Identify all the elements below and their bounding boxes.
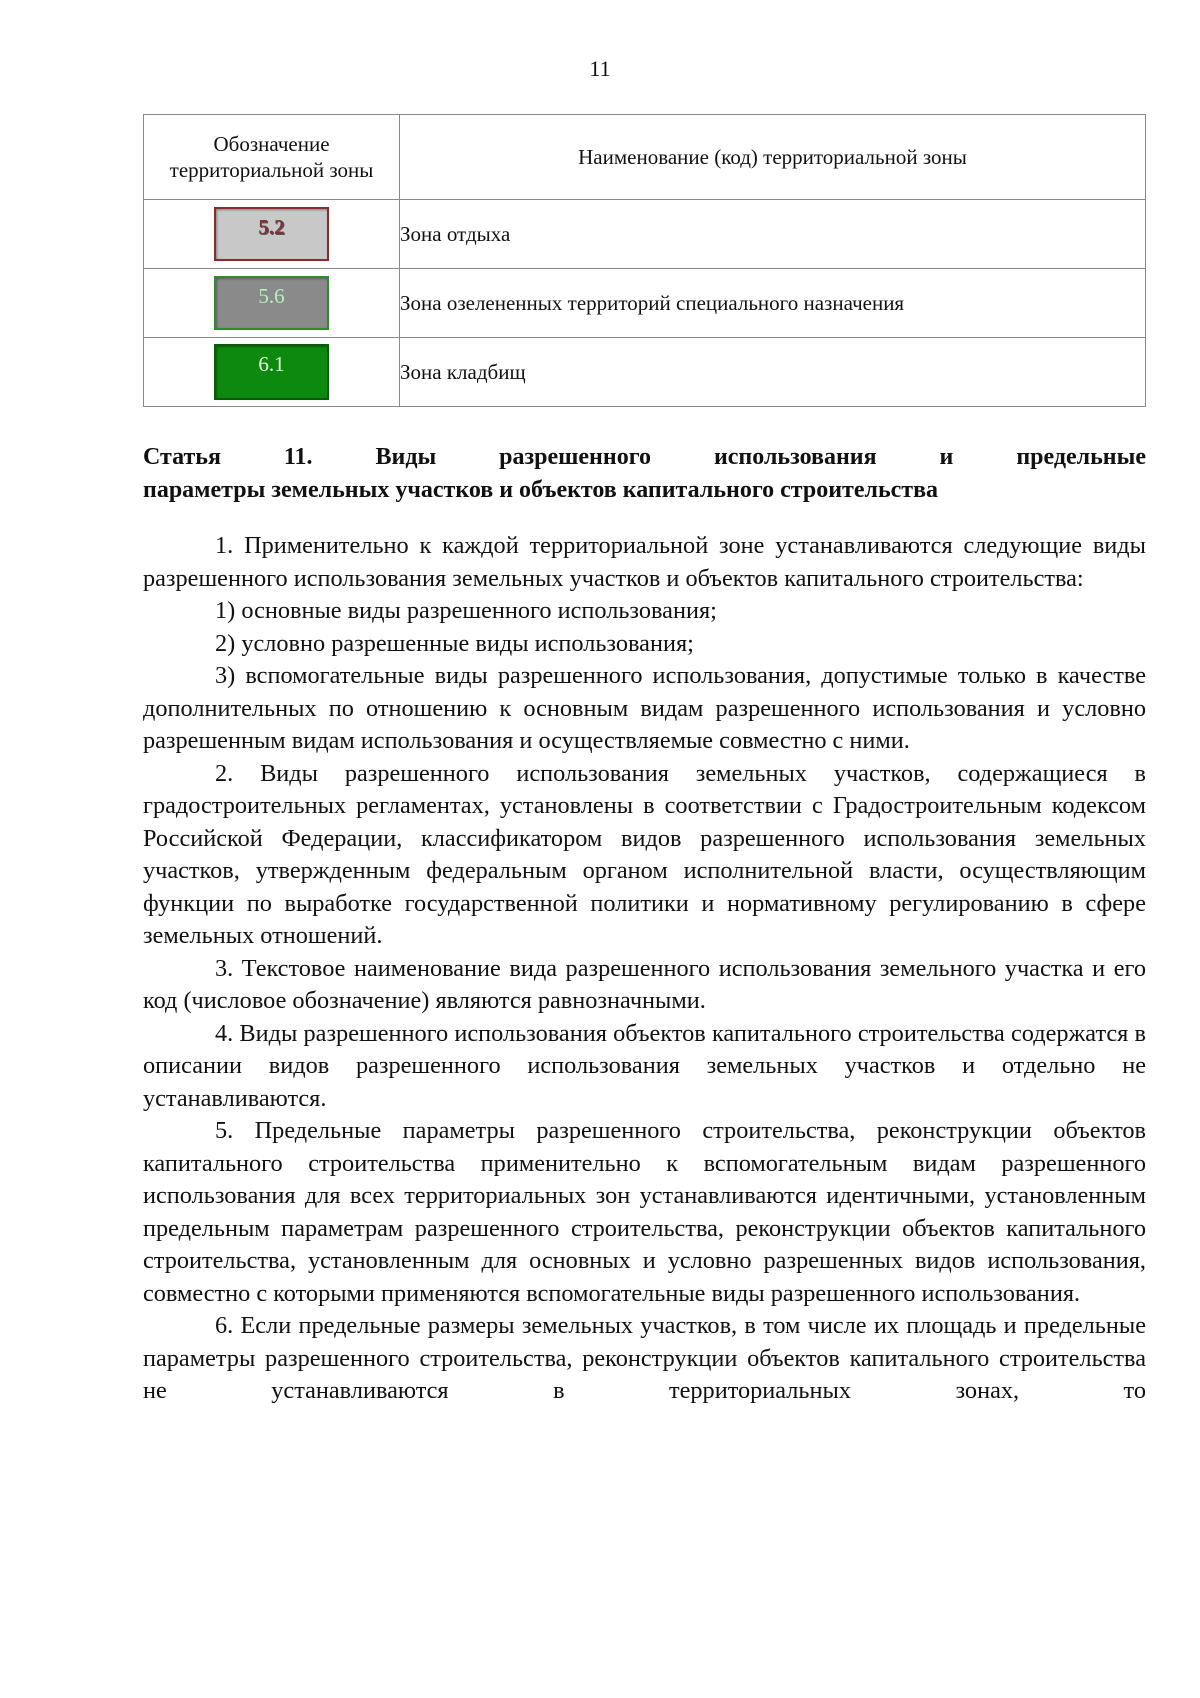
paragraph: 1) основные виды разрешенного использования; [215, 597, 717, 624]
zone-code-cell [144, 200, 400, 269]
paragraph: 5. Предельные параметры разрешенного строительства, реконструкции объектов капитального строительства применительно к вспомогательным видам разрешенного использования для всех территориальных зон устанавливаются идентичными, установленным предельным параметрам разрешенного строительства, реконструкции объектов капитального строительства, установленным для основных и условно разрешенных видов использования, совместно с которыми применяются вспомогательные виды разрешенного использования. [143, 1117, 1146, 1307]
zone-code-cell [144, 269, 400, 338]
paragraph: 2) условно разрешенные виды использования; [215, 629, 694, 657]
table-row [144, 269, 1146, 338]
zone-name-cell: Зона озелененных территорий специального назначения [400, 269, 1146, 338]
paragraph: 6. Если предельные размеры земельных участков, в том числе их площадь и предельные параметры разрешенного строительства, реконструкции объектов капитального строительства не устанавливаются в территориальных зонах, то [143, 1312, 1146, 1404]
zone-swatch: 6.1 [214, 344, 329, 400]
zone-code-cell [144, 338, 400, 407]
zones-table [143, 114, 1146, 407]
zone-name-cell: Зона отдыха [400, 200, 1146, 269]
zone-name-cell: Зона кладбищ [400, 338, 1146, 407]
page-number: 11 [589, 56, 611, 81]
zone-swatch: 5.2 [214, 207, 329, 261]
zone-swatch: 5.6 [214, 276, 329, 330]
table-row [144, 338, 1146, 407]
paragraph: 1. Применительно к каждой территориальной зоне устанавливаются следующие виды разрешенного использования земельных участков и объектов капитального строительства: [143, 532, 1146, 592]
article-title-line: Статья 11. Виды разрешенного использования и предельные [143, 444, 1146, 470]
paragraph: 2. Виды разрешенного использования земельных участков, содержащиеся в градостроительных регламентах, установлены в соответствии с Градостроительным кодексом Российской Федерации, классификатором видов разрешенного использования земельных участков, утвержденным федеральным органом исполнительной власти, осуществляющим функции по выработке государственной политики и нормативному регулированию в сфере земельных отношений. [143, 759, 1146, 949]
paragraph: 3. Текстовое наименование вида разрешенного использования земельного участка и его код (числовое обозначение) являются равнозначными. [143, 954, 1146, 1014]
table-header-row [144, 115, 1146, 200]
paragraph: 4. Виды разрешенного использования объектов капитального строительства содержатся в описании видов разрешенного использования земельных участков и отдельно не устанавливаются. [143, 1019, 1146, 1112]
article-title-line: параметры земельных участков и объектов капитального строительства [143, 477, 939, 503]
header-zone-code: Обозначение территориальной зоны [144, 115, 400, 200]
paragraph: 3) вспомогательные виды разрешенного использования, допустимые только в качестве дополнительных по отношению к основным видам разрешенного использования и условно разрешенным видам использования и осуществляемые совместно с ними. [143, 662, 1146, 754]
header-zone-name: Наименование (код) территориальной зоны [400, 115, 1146, 200]
table-row [144, 200, 1146, 269]
article-title [143, 441, 1146, 507]
article-body [143, 530, 1146, 1408]
